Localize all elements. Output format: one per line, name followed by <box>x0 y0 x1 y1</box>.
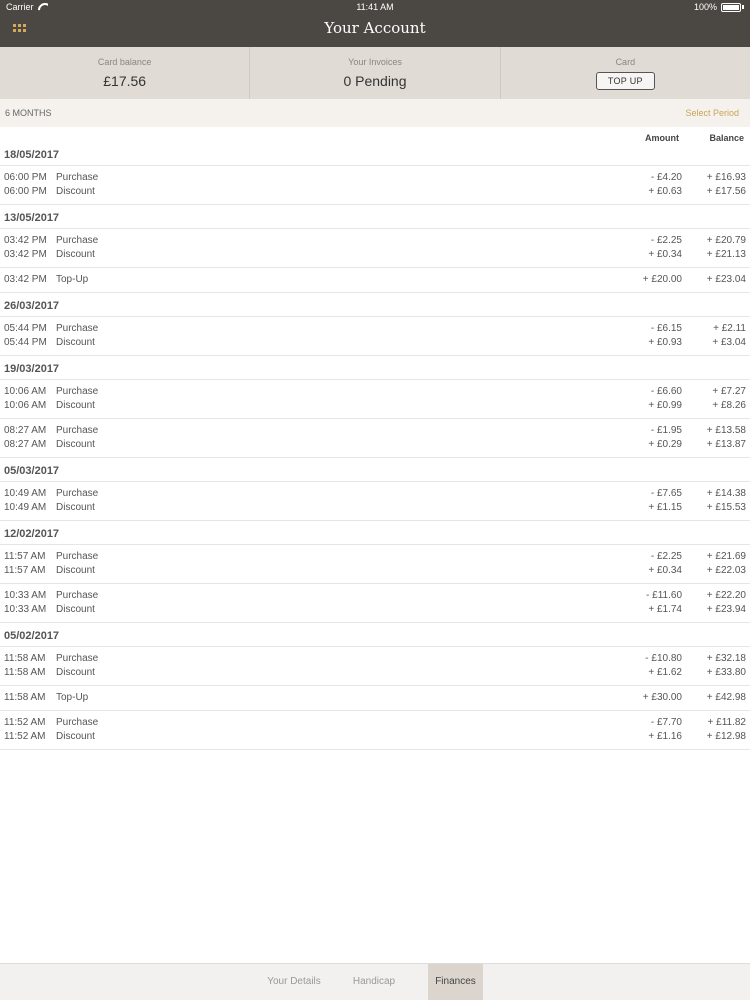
date-section <box>0 300 750 356</box>
tab-finances[interactable]: Finances <box>428 964 483 1000</box>
date-header: 19/03/2017 <box>0 363 750 380</box>
transaction-balance: + £23.94 <box>706 604 746 615</box>
transaction-time: 03:42 PM <box>4 274 47 285</box>
transaction-time: 05:44 PM <box>4 323 47 334</box>
transaction-type: Purchase <box>56 386 99 397</box>
transaction-row <box>0 248 750 262</box>
transaction-balance: + £16.93 <box>706 172 746 183</box>
date-header: 12/02/2017 <box>0 528 750 545</box>
invoices-cell[interactable] <box>249 47 499 99</box>
transaction-row <box>0 666 750 680</box>
tab-your-details[interactable]: Your Details <box>267 976 321 987</box>
transaction-amount: + £1.16 <box>648 731 682 742</box>
card-balance-value: £17.56 <box>103 73 147 89</box>
card-cell <box>500 47 750 99</box>
transaction-row <box>0 550 750 564</box>
transaction-time: 03:42 PM <box>4 235 47 246</box>
transaction-type: Discount <box>56 337 95 348</box>
transaction-amount: - £7.65 <box>650 488 682 499</box>
card-balance-cell <box>0 47 249 99</box>
page-title: Your Account <box>324 19 426 37</box>
account-summary <box>0 47 750 99</box>
transaction-balance: + £21.69 <box>706 551 746 562</box>
select-period-button[interactable]: Select Period <box>685 108 739 118</box>
card-balance-label: Card balance <box>97 57 152 67</box>
transaction-time: 10:06 AM <box>4 386 47 397</box>
transaction-group[interactable] <box>0 647 750 686</box>
transaction-balance: + £13.58 <box>706 425 746 436</box>
transaction-row <box>0 399 750 413</box>
transaction-amount: + £20.00 <box>642 274 682 285</box>
transaction-balance: + £33.80 <box>706 667 746 678</box>
date-header: 26/03/2017 <box>0 300 750 317</box>
transaction-group[interactable] <box>0 419 750 458</box>
tab-bar <box>0 963 750 1000</box>
transaction-amount: + £0.29 <box>648 439 682 450</box>
transaction-balance: + £21.13 <box>706 249 746 260</box>
invoices-label: Your Invoices <box>348 57 402 67</box>
transaction-row <box>0 716 750 730</box>
transaction-row <box>0 652 750 666</box>
transaction-amount: - £4.20 <box>650 172 682 183</box>
transaction-time: 10:49 AM <box>4 502 47 513</box>
transaction-amount: + £0.93 <box>648 337 682 348</box>
transaction-amount: - £7.70 <box>650 717 682 728</box>
transaction-time: 03:42 PM <box>4 249 47 260</box>
battery-percent: 100% <box>693 2 717 12</box>
transaction-type: Discount <box>56 439 95 450</box>
transaction-type: Discount <box>56 667 95 678</box>
balance-column-header: Balance <box>709 133 744 143</box>
transaction-balance: + £32.18 <box>706 653 746 664</box>
transaction-type: Purchase <box>56 717 99 728</box>
period-label: 6 MONTHS <box>5 108 52 118</box>
date-header: 05/02/2017 <box>0 630 750 647</box>
transaction-row <box>0 487 750 501</box>
transaction-amount: - £6.60 <box>650 386 682 397</box>
transaction-type: Discount <box>56 249 95 260</box>
status-time: 11:41 AM <box>356 2 394 12</box>
transaction-row <box>0 171 750 185</box>
transaction-row <box>0 185 750 199</box>
transaction-group[interactable] <box>0 229 750 268</box>
transaction-balance: + £20.79 <box>706 235 746 246</box>
transaction-row <box>0 385 750 399</box>
transaction-list[interactable] <box>0 127 750 757</box>
transaction-balance: + £15.53 <box>706 502 746 513</box>
transaction-row <box>0 691 750 705</box>
transaction-type: Purchase <box>56 551 99 562</box>
transaction-group[interactable] <box>0 380 750 419</box>
transaction-row <box>0 438 750 452</box>
tab-handicap[interactable]: Handicap <box>352 976 396 987</box>
transaction-type: Discount <box>56 604 95 615</box>
transaction-time: 11:58 AM <box>4 653 46 664</box>
date-header: 13/05/2017 <box>0 212 750 229</box>
transaction-amount: + £1.62 <box>648 667 682 678</box>
transaction-balance: + £3.04 <box>712 337 746 348</box>
transaction-row <box>0 603 750 617</box>
transaction-group[interactable] <box>0 711 750 750</box>
transaction-amount: - £1.95 <box>650 425 682 436</box>
transaction-row <box>0 564 750 578</box>
transaction-type: Purchase <box>56 590 99 601</box>
transaction-balance: + £2.11 <box>713 323 746 334</box>
transaction-type: Purchase <box>56 425 99 436</box>
transaction-row <box>0 501 750 515</box>
transaction-time: 11:57 AM <box>4 551 46 562</box>
transaction-time: 11:52 AM <box>4 731 46 742</box>
transaction-balance: + £12.98 <box>706 731 746 742</box>
date-section <box>0 630 750 750</box>
invoices-value: 0 Pending <box>343 73 407 89</box>
transaction-type: Purchase <box>56 488 99 499</box>
transaction-balance: + £13.87 <box>706 439 746 450</box>
transaction-time: 11:58 AM <box>4 692 46 703</box>
transaction-balance: + £42.98 <box>706 692 746 703</box>
transaction-amount: + £1.15 <box>648 502 682 513</box>
transaction-row <box>0 273 750 287</box>
transaction-row <box>0 730 750 744</box>
transaction-group[interactable] <box>0 584 750 623</box>
top-up-button[interactable]: TOP UP <box>596 72 655 90</box>
column-headers <box>0 127 750 149</box>
transaction-type: Discount <box>56 565 95 576</box>
transaction-time: 10:06 AM <box>4 400 47 411</box>
card-label: Card <box>615 57 636 67</box>
transaction-amount: + £0.34 <box>648 249 682 260</box>
transaction-type: Discount <box>56 502 95 513</box>
transaction-time: 10:33 AM <box>4 590 47 601</box>
transaction-amount: + £30.00 <box>642 692 682 703</box>
status-bar <box>0 0 750 14</box>
transaction-time: 05:44 PM <box>4 337 47 348</box>
transaction-type: Discount <box>56 731 95 742</box>
transaction-type: Discount <box>56 400 95 411</box>
transaction-row <box>0 322 750 336</box>
top-bar <box>0 0 750 47</box>
transaction-amount: - £11.60 <box>646 590 682 601</box>
transaction-time: 10:33 AM <box>4 604 47 615</box>
date-section <box>0 528 750 623</box>
transaction-balance: + £8.26 <box>712 400 746 411</box>
transaction-row <box>0 589 750 603</box>
date-section <box>0 465 750 521</box>
period-bar <box>0 99 750 127</box>
status-right <box>694 2 744 12</box>
transaction-balance: + £11.82 <box>707 717 746 728</box>
transaction-group[interactable] <box>0 268 750 293</box>
transaction-balance: + £17.56 <box>706 186 746 197</box>
transaction-time: 08:27 AM <box>4 439 47 450</box>
transaction-group[interactable] <box>0 545 750 584</box>
transaction-amount: + £0.63 <box>648 186 682 197</box>
transaction-time: 11:58 AM <box>4 667 46 678</box>
transaction-amount: - £2.25 <box>650 235 682 246</box>
transaction-row <box>0 234 750 248</box>
transaction-balance: + £23.04 <box>706 274 746 285</box>
date-header: 05/03/2017 <box>0 465 750 482</box>
transaction-balance: + £22.20 <box>706 590 746 601</box>
transaction-time: 10:49 AM <box>4 488 47 499</box>
transaction-row <box>0 424 750 438</box>
transaction-time: 06:00 PM <box>4 172 47 183</box>
transaction-amount: - £2.25 <box>650 551 682 562</box>
transaction-amount: + £0.34 <box>648 565 682 576</box>
date-section <box>0 149 750 205</box>
transaction-type: Purchase <box>56 323 99 334</box>
transaction-type: Purchase <box>56 235 99 246</box>
transaction-group[interactable] <box>0 317 750 356</box>
transaction-amount: - £10.80 <box>645 653 682 664</box>
transaction-type: Top-Up <box>56 692 89 703</box>
battery-tip <box>742 5 744 9</box>
carrier-label: Carrier <box>6 2 34 12</box>
transaction-balance: + £14.38 <box>706 488 746 499</box>
transaction-type: Purchase <box>56 653 99 664</box>
transaction-row <box>0 336 750 350</box>
transaction-time: 08:27 AM <box>4 425 47 436</box>
transaction-time: 11:52 AM <box>4 717 46 728</box>
date-header: 18/05/2017 <box>0 149 750 166</box>
amount-column-header: Amount <box>645 133 679 143</box>
transaction-time: 06:00 PM <box>4 186 47 197</box>
transaction-balance: + £7.27 <box>712 386 746 397</box>
date-section <box>0 212 750 293</box>
battery-icon <box>721 3 741 12</box>
transaction-type: Purchase <box>56 172 99 183</box>
transaction-amount: + £1.74 <box>648 604 682 615</box>
transaction-time: 11:57 AM <box>4 565 46 576</box>
date-section <box>0 363 750 458</box>
transaction-balance: + £22.03 <box>706 565 746 576</box>
transaction-type: Top-Up <box>56 274 89 285</box>
transaction-group[interactable] <box>0 166 750 205</box>
transaction-amount: + £0.99 <box>648 400 682 411</box>
transaction-amount: - £6.15 <box>650 323 682 334</box>
transaction-type: Discount <box>56 186 95 197</box>
transaction-group[interactable] <box>0 686 750 711</box>
transaction-group[interactable] <box>0 482 750 521</box>
